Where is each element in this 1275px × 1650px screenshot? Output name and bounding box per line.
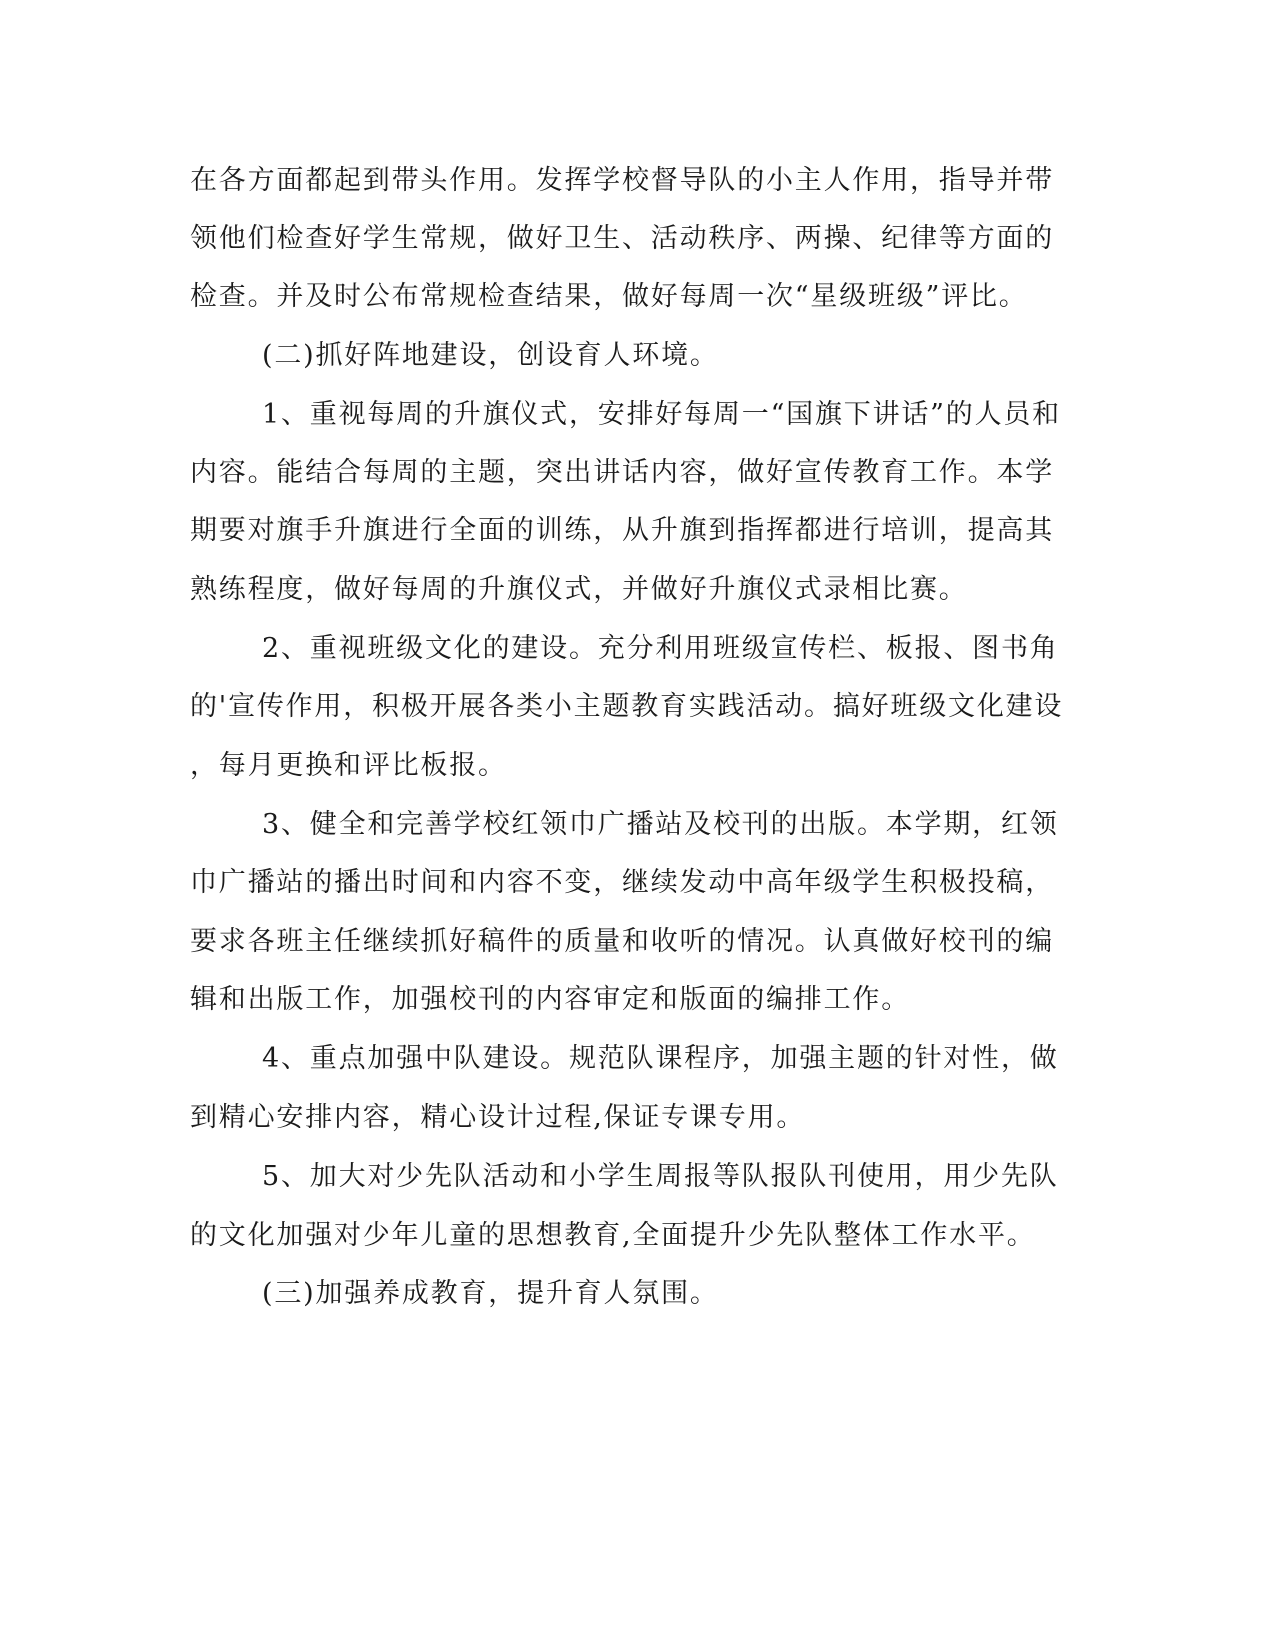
text-line: 到精心安排内容，精心设计过程,保证专课专用。 — [190, 1102, 806, 1133]
text-line: 2、重视班级文化的建设。充分利用班级宣传栏、板报、图书角 — [262, 633, 1059, 664]
text-line: 5、加大对少先队活动和小学生周报等队报队刊使用，用少先队 — [262, 1161, 1059, 1192]
text-line: 在各方面都起到带头作用。发挥学校督导队的小主人作用，指导并带 — [190, 165, 1054, 196]
text-line: 检查。并及时公布常规检查结果，做好每周一次“星级班级”评比。 — [190, 281, 1028, 312]
section-heading: (二)抓好阵地建设，创设育人环境。 — [262, 340, 719, 371]
text-line: 熟练程度，做好每周的升旗仪式，并做好升旗仪式录相比赛。 — [190, 574, 968, 605]
text-line: 4、重点加强中队建设。规范队课程序，加强主题的针对性，做 — [262, 1043, 1059, 1074]
text-line: 期要对旗手升旗进行全面的训练，从升旗到指挥都进行培训，提高其 — [190, 515, 1054, 546]
section-heading: (三)加强养成教育，提升育人氛围。 — [262, 1278, 719, 1309]
text-line: 要求各班主任继续抓好稿件的质量和收听的情况。认真做好校刊的编 — [190, 926, 1054, 957]
text-line: 领他们检查好学生常规，做好卫生、活动秩序、两操、纪律等方面的 — [190, 223, 1054, 254]
text-line: 1、重视每周的升旗仪式，安排好每周一“国旗下讲话”的人员和 — [262, 399, 1061, 430]
text-line: 的'宣传作用，积极开展各类小主题教育实践活动。搞好班级文化建设 — [190, 691, 1064, 722]
text-line: 巾广播站的播出时间和内容不变，继续发动中高年级学生积极投稿， — [190, 867, 1054, 898]
text-line: ，每月更换和评比板报。 — [190, 750, 507, 781]
text-line: 内容。能结合每周的主题，突出讲话内容，做好宣传教育工作。本学 — [190, 457, 1054, 488]
text-line: 的文化加强对少年儿童的思想教育,全面提升少先队整体工作水平。 — [190, 1220, 1036, 1251]
text-line: 辑和出版工作，加强校刊的内容审定和版面的编排工作。 — [190, 984, 910, 1015]
text-line: 3、健全和完善学校红领巾广播站及校刊的出版。本学期，红领 — [262, 809, 1059, 840]
